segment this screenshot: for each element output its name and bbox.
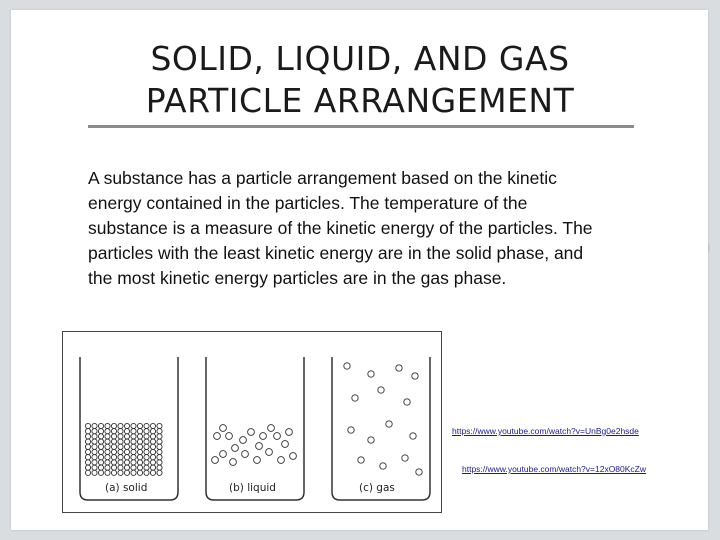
solid-particle [137, 423, 142, 428]
solid-particle [137, 439, 142, 444]
solid-particle [98, 460, 103, 465]
solid-particle [157, 470, 162, 475]
solid-particle [118, 439, 123, 444]
solid-particle [131, 449, 136, 454]
solid-particle [92, 444, 97, 449]
liquid-particle [278, 457, 285, 464]
solid-particle [92, 460, 97, 465]
solid-particle [111, 455, 116, 460]
solid-particle [118, 455, 123, 460]
solid-particle [118, 470, 123, 475]
solid-particle [150, 470, 155, 475]
solid-particle [111, 470, 116, 475]
solid-particle [144, 434, 149, 439]
solid-particle [92, 470, 97, 475]
solid-particle [92, 449, 97, 454]
solid-particle [157, 444, 162, 449]
solid-particle [157, 449, 162, 454]
solid-particle [92, 465, 97, 470]
liquid-particle [214, 433, 221, 440]
title-underline [88, 125, 634, 128]
solid-particle [131, 429, 136, 434]
slide-title [0, 38, 720, 122]
gas-particle [358, 457, 364, 463]
solid-particle [157, 429, 162, 434]
title-line-1: SOLID, LIQUID, AND GAS [150, 39, 570, 78]
gas-particle [380, 463, 386, 469]
solid-particle [124, 423, 129, 428]
solid-particle [131, 460, 136, 465]
solid-particle [144, 439, 149, 444]
gas-particle [404, 399, 410, 405]
solid-particle [98, 423, 103, 428]
solid-particle [157, 423, 162, 428]
solid-particle [131, 444, 136, 449]
solid-particle [85, 465, 90, 470]
liquid-particle [212, 457, 219, 464]
solid-particle [150, 429, 155, 434]
solid-particle [137, 449, 142, 454]
solid-particle [92, 434, 97, 439]
liquid-particle [260, 433, 267, 440]
youtube-link-2[interactable]: https://www.youtube.com/watch?v=12xO80KcZw [462, 464, 647, 474]
solid-particle [118, 444, 123, 449]
solid-particle [111, 444, 116, 449]
liquid-particle [256, 443, 263, 450]
solid-particle [111, 460, 116, 465]
solid-particle [98, 439, 103, 444]
liquid-particle [232, 445, 239, 452]
liquid-particle [282, 441, 289, 448]
gas-particles [344, 363, 422, 475]
solid-particle [150, 423, 155, 428]
solid-particle [157, 434, 162, 439]
solid-particle [124, 449, 129, 454]
solid-particle [150, 439, 155, 444]
solid-particle [98, 449, 103, 454]
solid-particle [131, 455, 136, 460]
gas-particle [396, 365, 402, 371]
liquid-particle [290, 453, 297, 460]
caption-gas: (c) gas [359, 482, 395, 494]
solid-particle [85, 423, 90, 428]
solid-particle [137, 444, 142, 449]
solid-particle [85, 434, 90, 439]
gas-particle [352, 395, 358, 401]
solid-particle [85, 444, 90, 449]
solid-particle [105, 439, 110, 444]
liquid-particle [286, 429, 293, 436]
gas-particle [344, 363, 350, 369]
solid-particle [137, 470, 142, 475]
solid-particle [111, 465, 116, 470]
solid-particle [85, 429, 90, 434]
solid-particle [118, 449, 123, 454]
solid-particle [85, 470, 90, 475]
solid-particle [98, 434, 103, 439]
solid-particle [124, 429, 129, 434]
solid-particle [124, 434, 129, 439]
solid-particle [111, 429, 116, 434]
solid-particle [118, 460, 123, 465]
solid-particle [111, 434, 116, 439]
solid-particle [118, 465, 123, 470]
gas-particle [368, 437, 374, 443]
solid-particle [98, 444, 103, 449]
liquid-particle [226, 433, 233, 440]
gas-particle [412, 373, 418, 379]
youtube-link-1[interactable]: https://www.youtube.com/watch?v=UnBg0e2hsde [452, 426, 639, 436]
solid-particle [105, 423, 110, 428]
solid-particle [92, 423, 97, 428]
solid-particle [144, 470, 149, 475]
solid-particle [124, 470, 129, 475]
solid-particle [131, 423, 136, 428]
solid-particle [85, 449, 90, 454]
liquid-particle [268, 425, 275, 432]
title-line-2: PARTICLE ARRANGEMENT [145, 81, 575, 120]
solid-particle [85, 455, 90, 460]
liquid-particle [254, 457, 261, 464]
liquid-particle [248, 429, 255, 436]
solid-particle [98, 470, 103, 475]
solid-particle [105, 455, 110, 460]
solid-particle [144, 423, 149, 428]
solid-particle [137, 434, 142, 439]
solid-particle [150, 444, 155, 449]
solid-particle [111, 449, 116, 454]
solid-particle [111, 439, 116, 444]
solid-particle [137, 460, 142, 465]
solid-particle [157, 439, 162, 444]
gas-particle [402, 455, 408, 461]
solid-particle [137, 465, 142, 470]
solid-particle [144, 460, 149, 465]
solid-particle [92, 439, 97, 444]
solid-particle [105, 470, 110, 475]
solid-particle [137, 429, 142, 434]
solid-particle [157, 455, 162, 460]
gas-particle [348, 427, 354, 433]
caption-solid: (a) solid [105, 482, 148, 494]
gas-particle [386, 421, 392, 427]
solid-particle [105, 465, 110, 470]
solid-particle [124, 455, 129, 460]
body-paragraph: A substance has a particle arrangement based on the kinetic energy contained in the particles. The temperature of the substance is a measure of the kinetic energy of the particles. The particles with the least kinetic energy are in the solid phase, and the most kinetic energy particles are in the gas phase. [88, 168, 593, 288]
solid-particle [144, 465, 149, 470]
liquid-particle [220, 451, 227, 458]
solid-particle [124, 465, 129, 470]
solid-particle [85, 460, 90, 465]
solid-particle [150, 455, 155, 460]
caption-liquid: (b) liquid [229, 482, 276, 494]
solid-particle [150, 460, 155, 465]
gas-particle [410, 433, 416, 439]
solid-particle [118, 434, 123, 439]
solid-particle [85, 439, 90, 444]
solid-particle [92, 429, 97, 434]
solid-particle [144, 429, 149, 434]
solid-particle [98, 429, 103, 434]
liquid-particle [266, 449, 273, 456]
solid-particle [131, 434, 136, 439]
liquid-particle [242, 451, 249, 458]
solid-particle [98, 465, 103, 470]
solid-particle [105, 460, 110, 465]
solid-particle [105, 444, 110, 449]
solid-particle [131, 470, 136, 475]
solid-particle [157, 460, 162, 465]
solid-particle [118, 423, 123, 428]
liquid-particle [220, 425, 227, 432]
solid-particle [150, 449, 155, 454]
solid-particle [124, 444, 129, 449]
phase-diagram-figure [62, 331, 442, 513]
solid-particle [144, 449, 149, 454]
solid-particle [124, 460, 129, 465]
solid-particle [137, 455, 142, 460]
solid-particle [105, 429, 110, 434]
solid-particle [150, 465, 155, 470]
liquid-particle [240, 437, 247, 444]
solid-particle [157, 465, 162, 470]
liquid-particle [274, 433, 281, 440]
gas-particle [416, 469, 422, 475]
solid-particles [85, 423, 162, 475]
solid-particle [105, 434, 110, 439]
solid-particle [124, 439, 129, 444]
solid-particle [131, 439, 136, 444]
solid-particle [105, 449, 110, 454]
solid-particle [131, 465, 136, 470]
solid-particle [150, 434, 155, 439]
liquid-particle [230, 459, 237, 466]
solid-particle [144, 455, 149, 460]
solid-particle [98, 455, 103, 460]
liquid-particles [212, 425, 297, 466]
solid-particle [118, 429, 123, 434]
solid-particle [144, 444, 149, 449]
solid-particle [111, 423, 116, 428]
solid-particle [92, 455, 97, 460]
gas-particle [378, 387, 384, 393]
gas-particle [368, 371, 374, 377]
